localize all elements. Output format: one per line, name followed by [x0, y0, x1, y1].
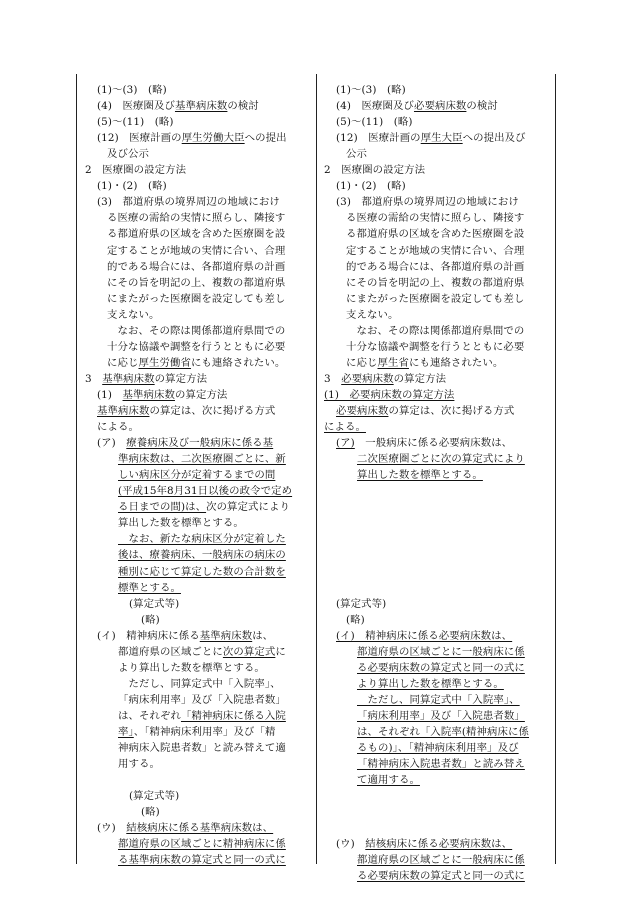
- underlined-text: 厚生省: [377, 356, 409, 369]
- text-line: [141, 804, 160, 820]
- line-text: 十分な協議や調整を行うとともに必要: [107, 340, 286, 353]
- line-text: 2 医療圏の設定方法: [324, 164, 426, 177]
- text-line: [336, 435, 512, 451]
- text-line: [336, 403, 514, 419]
- line-text: 3: [324, 372, 342, 385]
- line-text: (1)・(2) (略): [97, 180, 167, 193]
- underlined-text: なお、新たな病床区分が定着した: [118, 533, 286, 546]
- text-line: [324, 419, 366, 435]
- line-text: (1)・(2) (略): [336, 180, 406, 193]
- line-text-after: の算定方法: [174, 388, 228, 401]
- text-line: [118, 724, 275, 740]
- line-text: 支えない。: [346, 308, 399, 321]
- underlined-text: 必要病床数: [341, 372, 394, 385]
- text-line: [118, 483, 292, 499]
- line-text-after: への提出及び: [462, 132, 526, 145]
- line-text: にその旨を明記の上、複数の都道府県: [346, 276, 525, 289]
- line-text: (3) 都道府県の境界周辺の地域におけ: [336, 196, 519, 209]
- text-line: [346, 259, 524, 275]
- text-line: [97, 194, 280, 210]
- text-line: [336, 114, 413, 130]
- text-line: [141, 612, 160, 628]
- text-line: [118, 676, 281, 692]
- line-text: る都道府県の区域を含めた医療圏を設: [346, 228, 525, 241]
- line-text: 神病床入院患者数」と読み替えて適: [118, 742, 286, 755]
- text-line: [107, 210, 285, 226]
- line-text: ただし、同算定式中「入院率」、: [118, 677, 281, 690]
- text-line: [118, 852, 286, 868]
- text-line: [97, 130, 287, 146]
- text-line: [97, 82, 167, 98]
- text-line: [346, 612, 365, 628]
- underlined-text: 基準病床数: [199, 629, 253, 642]
- line-text: 「病床利用率」及び「入院患者数」: [118, 693, 286, 706]
- line-text: 算出した数を標準とする。: [118, 517, 244, 530]
- line-text-after: に: [275, 645, 286, 658]
- line-text: (算定式等): [336, 597, 387, 610]
- text-line: [118, 660, 265, 676]
- text-line: [346, 355, 503, 371]
- line-text: (12) 医療計画の: [97, 132, 182, 145]
- underlined-text: 二次医療圏ごとに次の算定式により: [357, 453, 525, 466]
- text-line: [97, 387, 227, 403]
- text-line: [336, 596, 386, 612]
- underlined-text: 率」: [118, 726, 134, 738]
- underlined-text: 準病床数は、二次医療圏ごとに、新: [118, 453, 286, 466]
- underlined-text: 基準病床数: [174, 100, 228, 113]
- text-line: [357, 724, 529, 740]
- text-line: [118, 515, 244, 531]
- underlined-text: 算出した数を標準とする。: [357, 469, 483, 482]
- text-line: [336, 194, 519, 210]
- text-line: [118, 836, 286, 852]
- text-line: [107, 259, 285, 275]
- text-line: [357, 868, 525, 884]
- underlined-text: る基準病床数の算定式と同一の式に: [118, 854, 286, 867]
- underlined-text: るもの)」、「精神病床利用率」及び: [357, 742, 519, 755]
- line-text: 及び公示: [107, 148, 149, 161]
- line-text: (12) 医療計画の: [336, 132, 421, 145]
- underlined-text: (ア): [336, 437, 355, 450]
- line-text: 定することが地域の実情に合い、合理: [346, 244, 525, 257]
- line-text: による。: [97, 421, 139, 434]
- line-text: なお、その際は関係都道府県間での: [107, 324, 286, 337]
- text-line: [85, 371, 207, 387]
- underlined-text: 次の算定式: [222, 645, 276, 658]
- underlined-text: る日までの間)は、: [118, 501, 207, 514]
- text-line: [118, 692, 286, 708]
- underlined-text: 療養病床及び一般病床に係る基: [126, 437, 274, 450]
- underlined-text: ただし、同算定式中「入院率」、: [357, 693, 520, 706]
- text-line: [85, 162, 186, 178]
- line-text: (5)～(11) (略): [336, 116, 413, 129]
- underlined-text: 後は、療養病床、一般病床の病床の: [118, 549, 286, 562]
- line-text: 公示: [346, 148, 367, 161]
- line-text: (イ) 精神病床に係る: [97, 629, 200, 642]
- text-line: [357, 740, 519, 756]
- underlined-text: 都道府県の区域ごとに一般病床に係: [357, 645, 525, 658]
- text-line: [357, 644, 525, 660]
- text-line: [336, 178, 406, 194]
- text-line: [107, 291, 285, 307]
- underlined-text: 都道府県の区域ごとに精神病床に係: [118, 838, 286, 851]
- text-line: [118, 499, 290, 515]
- text-line: [346, 210, 524, 226]
- text-line: [118, 564, 286, 580]
- line-text: にまたがった医療圏を設定しても差し: [346, 292, 525, 305]
- underlined-text: による。: [324, 421, 366, 434]
- line-text: (5)～(11) (略): [97, 116, 174, 129]
- text-line: [97, 820, 273, 836]
- line-text: は、それぞれ: [118, 709, 181, 722]
- underlined-text: は、それぞれ「入院率(精神病床に係: [357, 726, 530, 738]
- line-text: 的である場合には、各都道府県の計画: [346, 260, 525, 273]
- line-text: る医療の需給の実情に照らし、隣接す: [107, 212, 286, 225]
- text-line: [97, 435, 273, 451]
- line-text-after: 次の算定式により: [206, 501, 291, 514]
- line-text-after: にも連絡されたい。: [190, 356, 286, 369]
- underlined-text: (イ) 精神病床に係る必要病床数は、: [336, 629, 513, 642]
- text-line: [357, 660, 525, 676]
- line-text: に応じ: [346, 356, 378, 369]
- text-line: [346, 146, 367, 162]
- line-text: (4) 医療圏及び: [97, 100, 175, 113]
- text-line: [97, 98, 259, 114]
- line-text-after: の算定は、次に掲げる方式: [388, 405, 515, 417]
- text-line: [336, 628, 512, 644]
- text-line: [357, 708, 525, 724]
- text-line: [118, 580, 181, 596]
- text-line: [97, 178, 167, 194]
- text-line: [118, 756, 160, 772]
- underlined-text: 基準病床数: [122, 388, 175, 401]
- line-text: 3: [85, 372, 103, 385]
- underlined-text: 必要病床数: [413, 100, 467, 113]
- line-text-after: 一般病床に係る必要病床数は、: [354, 437, 513, 450]
- line-text: (算定式等): [129, 597, 180, 610]
- text-line: [97, 628, 273, 644]
- text-line: [107, 226, 285, 242]
- text-line: [346, 323, 524, 339]
- line-text-after: は、: [252, 629, 274, 642]
- line-text-after: にも連絡されたい。: [408, 356, 504, 369]
- text-line: [336, 82, 406, 98]
- column-divider: [316, 74, 317, 864]
- line-text-after: の算定方法: [154, 372, 208, 385]
- text-line: [346, 307, 398, 323]
- line-text: 十分な協議や調整を行うとともに必要: [346, 340, 525, 353]
- text-line: [118, 467, 275, 483]
- line-text: (ウ): [336, 838, 366, 851]
- line-text: (略): [346, 613, 365, 626]
- line-text-after: への提出: [244, 132, 287, 145]
- text-line: [346, 226, 524, 242]
- line-text-after: の検討: [466, 100, 498, 113]
- underlined-text: しい病床区分が定着するまでの間: [118, 469, 276, 482]
- text-line: [357, 676, 504, 692]
- text-line: [97, 114, 174, 130]
- text-line: [357, 772, 420, 788]
- text-line: [107, 307, 159, 323]
- underlined-text: 標準とする。: [118, 581, 181, 594]
- text-line: [324, 387, 454, 403]
- text-line: [346, 275, 524, 291]
- text-line: [107, 275, 285, 291]
- text-line: [97, 403, 275, 419]
- text-line: [324, 162, 425, 178]
- text-line: [346, 243, 524, 259]
- text-line: [118, 547, 286, 563]
- line-text: (略): [141, 613, 160, 626]
- line-text: (ア): [97, 437, 127, 450]
- text-line: [357, 467, 483, 483]
- text-line: [118, 451, 286, 467]
- text-line: [118, 531, 286, 547]
- text-line: [107, 146, 149, 162]
- underlined-text: 「精神病床入院患者数」と読み替え: [357, 758, 525, 771]
- comparison-table: [76, 74, 556, 883]
- underlined-text: 都道府県の区域ごとに一般病床に係: [357, 854, 525, 867]
- text-line: [357, 451, 525, 467]
- line-text: (略): [141, 806, 160, 819]
- line-text: 支えない。: [107, 308, 160, 321]
- line-text: (算定式等): [129, 790, 180, 803]
- line-text: 定することが地域の実情に合い、合理: [107, 244, 286, 257]
- text-line: [346, 339, 524, 355]
- line-text: にその旨を明記の上、複数の都道府県: [107, 276, 286, 289]
- text-line: [357, 852, 525, 868]
- text-line: [107, 323, 285, 339]
- line-text-after: の算定は、次に掲げる方式: [149, 405, 276, 417]
- text-line: [336, 98, 498, 114]
- text-line: [129, 788, 179, 804]
- text-line: [118, 644, 286, 660]
- text-line: [346, 291, 524, 307]
- underlined-text: 厚生労働大臣: [181, 132, 245, 145]
- line-text: 的である場合には、各都道府県の計画: [107, 260, 286, 273]
- line-text: に応じ: [107, 356, 139, 369]
- line-text: (3) 都道府県の境界周辺の地域におけ: [97, 196, 280, 209]
- line-text: (1)～(3) (略): [97, 84, 167, 96]
- line-text: より算出した数を標準とする。: [118, 661, 265, 674]
- line-text-after: の算定方法: [393, 372, 447, 385]
- text-line: [107, 339, 285, 355]
- line-text-after: の検討: [227, 100, 259, 113]
- text-line: [118, 708, 286, 724]
- underlined-text: 「精神病床に係る入院: [180, 709, 286, 722]
- underlined-text: 基準病床数: [97, 405, 150, 417]
- line-text: る都道府県の区域を含めた医療圏を設: [107, 228, 286, 241]
- line-text: 2 医療圏の設定方法: [85, 164, 187, 177]
- underlined-text: (平成15年8月31日以後の政令で定め: [118, 485, 293, 498]
- text-line: [336, 130, 526, 146]
- line-text: なお、その際は関係都道府県間での: [346, 324, 525, 337]
- line-text: (1): [97, 388, 123, 401]
- underlined-text: より算出した数を標準とする。: [357, 677, 504, 690]
- underlined-text: (1) 必要病床数の算定方法: [324, 388, 455, 401]
- text-line: [324, 371, 446, 387]
- text-line: [357, 756, 525, 772]
- line-text: (ウ): [97, 822, 127, 835]
- text-line: [336, 836, 512, 852]
- underlined-text: 基準病床数: [102, 372, 155, 385]
- underlined-text: る必要病床数の算定式と同一の式に: [357, 870, 525, 883]
- text-line: [97, 419, 139, 435]
- underlined-text: 必要病床数: [336, 405, 389, 417]
- line-text: 用する。: [118, 758, 160, 771]
- text-line: [129, 596, 179, 612]
- underlined-text: て適用する。: [357, 774, 420, 787]
- underlined-text: 厚生労働省: [138, 356, 191, 369]
- line-text: (1)～(3) (略): [336, 84, 406, 96]
- line-text: る医療の需給の実情に照らし、隣接す: [346, 212, 525, 225]
- underlined-text: る必要病床数の算定式と同一の式に: [357, 661, 525, 674]
- underlined-text: 結核病床に係る基準病床数は、: [126, 822, 274, 835]
- line-text: (4) 医療圏及び: [336, 100, 414, 113]
- underlined-text: 結核病床に係る必要病床数は、: [365, 838, 513, 851]
- line-text-after: 、「精神病床利用率」及び「精: [133, 726, 276, 738]
- text-line: [107, 355, 285, 371]
- text-line: [118, 740, 286, 756]
- underlined-text: 厚生大臣: [420, 132, 463, 145]
- underlined-text: 種別に応じて算定した数の合計数を: [118, 565, 286, 578]
- text-line: [107, 243, 285, 259]
- line-text: にまたがった医療圏を設定しても差し: [107, 292, 286, 305]
- line-text: 都道府県の区域ごとに: [118, 645, 223, 658]
- text-line: [357, 692, 520, 708]
- underlined-text: 「病床利用率」及び「入院患者数」: [357, 709, 525, 722]
